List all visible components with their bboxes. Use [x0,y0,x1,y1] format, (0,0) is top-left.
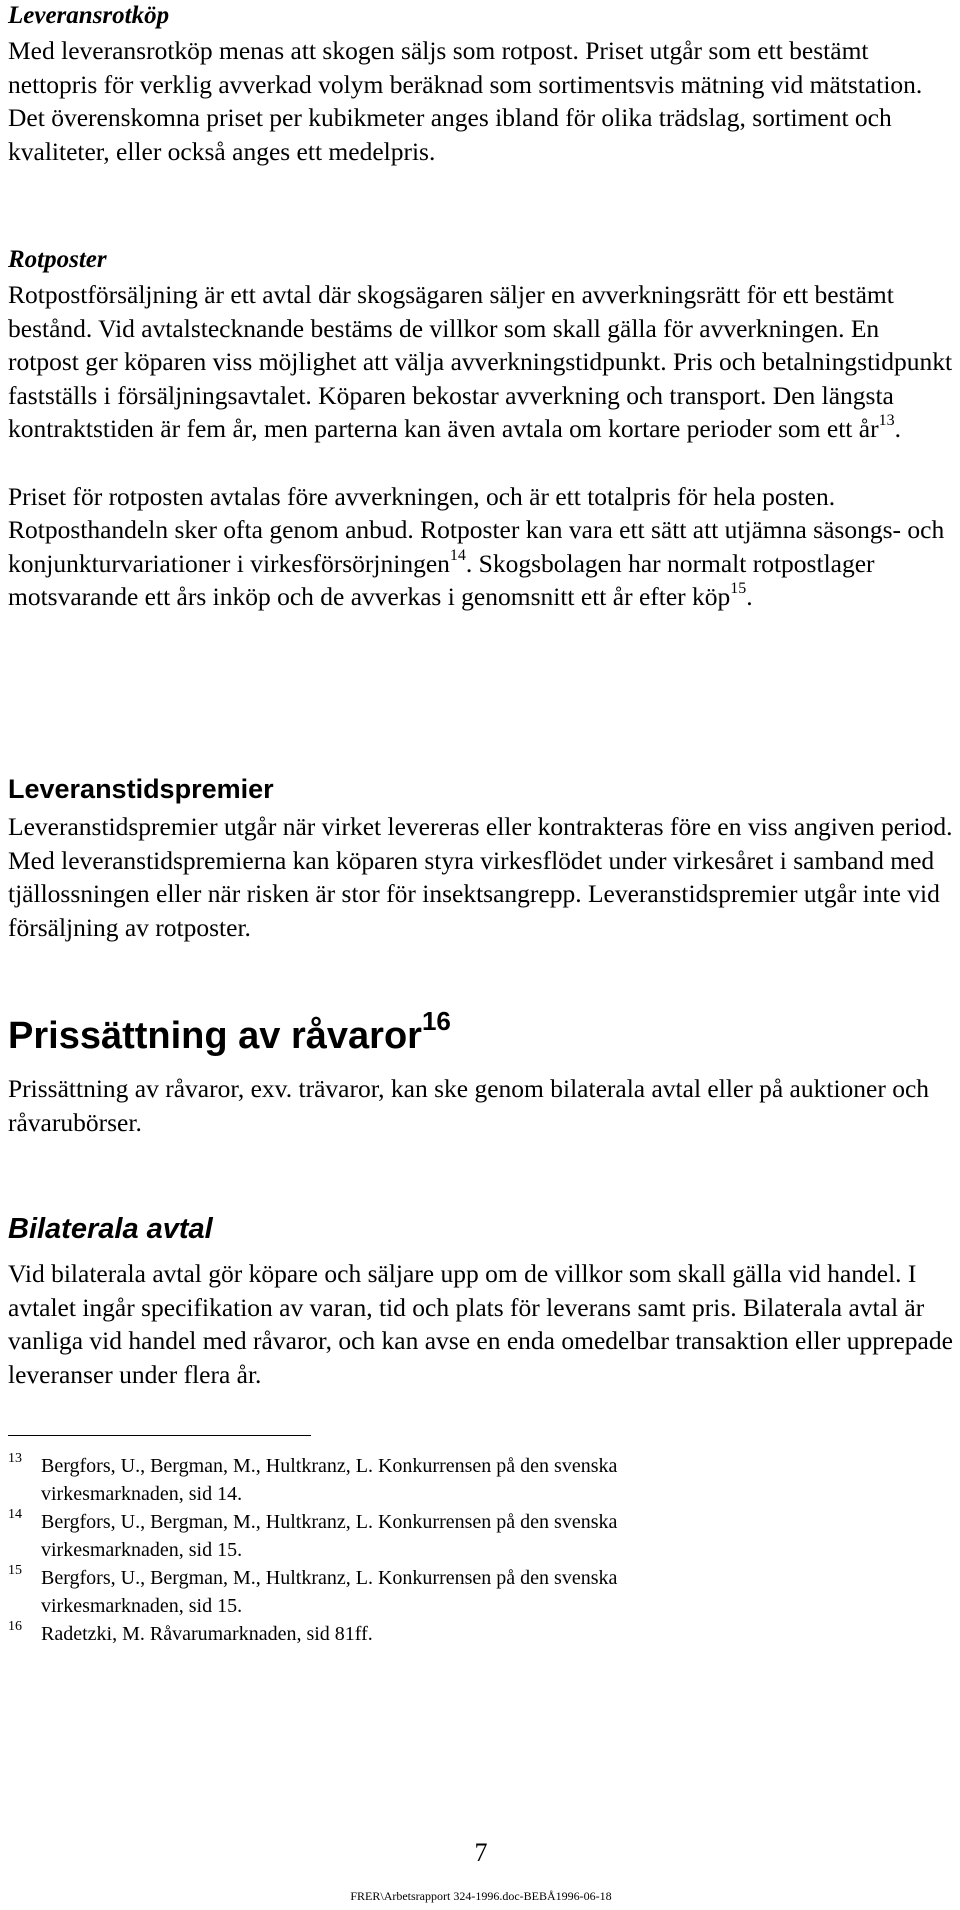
footnote-text: virkesmarknaden, sid 15. [41,1539,243,1561]
paragraph-period: . [746,582,753,611]
section-bilaterala [8,1211,954,1391]
paragraph: Prissättning av råvaror, exv. trävaror, kan ske genom bilaterala avtal eller på auktioner och råvarubörser. [8,1074,930,1137]
footnote-divider [8,1435,311,1436]
paragraph [8,278,954,446]
footnote-ref: 16 [421,1006,451,1036]
footnotes [8,1452,908,1648]
footnote-text: Bergfors, U., Bergman, M., Hultkranz, L. Konkurrensen på den svenska [41,1455,618,1477]
heading-text: Prissättning av råvaror [8,1015,422,1057]
footnote-text: Radetzki, M. Råvarumarknaden, sid 81ff. [41,1623,373,1645]
page-number: 7 [474,1838,488,1867]
footnote-number: 16 [8,1619,22,1634]
section-heading: Leveransrotköp [8,2,170,29]
section-heading: Leveranstidspremier [8,774,274,804]
section-heading: Bilaterala avtal [8,1213,213,1245]
footnote-number: 13 [8,1451,22,1466]
footnote [8,1452,908,1508]
paragraph-period: . [894,414,901,443]
footnote-ref: 13 [878,412,895,429]
footnote-text: Bergfors, U., Bergman, M., Hultkranz, L. Konkurrensen på den svenska [41,1511,618,1533]
footnote-ref: 14 [449,546,466,564]
section-prissattning [8,1006,954,1139]
paragraph-period: . [465,548,479,578]
section-rotposter [8,244,954,614]
chapter-heading [8,1006,954,1058]
section-leveransrotkop [8,0,954,168]
document-footer: FRER\Arbetsrapport 324-1996.doc-BEBÅ1996-06-18 [350,1889,612,1903]
paragraph-text: Rotpostförsäljning är ett avtal där skogsägaren säljer en avverkningsrätt för ett bestämt bestånd. Vid avtalstecknande bestäms de villkor som skall gälla för avverkningen. En rotpost ger köparen viss möjlighet att välja avverkningstidpunkt. Pris och betalningstidpunkt fastställs i försäljningsavtalet. Köparen bekostar avverkning och transport. Den längsta kontraktstiden är fem år, men parterna kan även avtala om kortare perioder som ett år [8,280,953,443]
paragraph: Med leveransrotköp menas att skogen säljs som rotpost. Priset utgår som ett bestämt nettopris för verklig avverkad volym beräknad som sortimentsvis mätning vid mätstation. Det överenskomna priset per kubikmeter anges ibland för olika trädslag, sortiment och kvaliteter, eller också anges ett medelpris. [8,36,923,166]
footnote-ref: 15 [730,580,747,597]
section-heading: Rotposter [8,246,107,273]
paragraph: Leveranstidspremier utgår när virket levereras eller kontrakteras före en viss angiven period. Med leveranstidspremierna kan köparen styra virkesflödet under virkesåret i samband med tjällossningen eller när risken är stor för insektsangrepp. Leveranstidspremier utgår inte vid försäljning av rotposter. [8,812,953,942]
footnote-text: virkesmarknaden, sid 15. [41,1595,243,1617]
paragraph [8,480,954,614]
paragraph: Vid bilaterala avtal gör köpare och säljare upp om de villkor som skall gälla vid handel. I avtalet ingår specifikation av varan, tid och plats för leverans samt pris. Bilaterala avtal är vanliga vid handel med råvaror, och kan avse en enda omedelbar transaktion eller upprepade leveranser under flera år. [8,1259,953,1389]
footnote-text: virkesmarknaden, sid 14. [41,1483,243,1505]
footnote [8,1620,908,1648]
footnote [8,1564,908,1620]
paragraph-text: Skogsbolagen har normalt rotpostlager motsvarande ett års inköp och de avverkas i genomsnitt ett år efter köp [8,548,875,611]
paragraph-text: Priset för rotposten avtalas före avverkningen, och är ett totalpris för hela posten. Rotposthandeln sker ofta genom anbud. Rotposter kan vara ett sätt att utjämna säsongs- och konjunkturvariationer i virkesförsörjningen [8,481,945,578]
footnote-number: 15 [8,1563,22,1578]
section-leveranstidspremier [8,772,954,944]
footnote-number: 14 [8,1507,22,1522]
footnote-text: Bergfors, U., Bergman, M., Hultkranz, L. Konkurrensen på den svenska [41,1567,618,1589]
footnote [8,1508,908,1564]
